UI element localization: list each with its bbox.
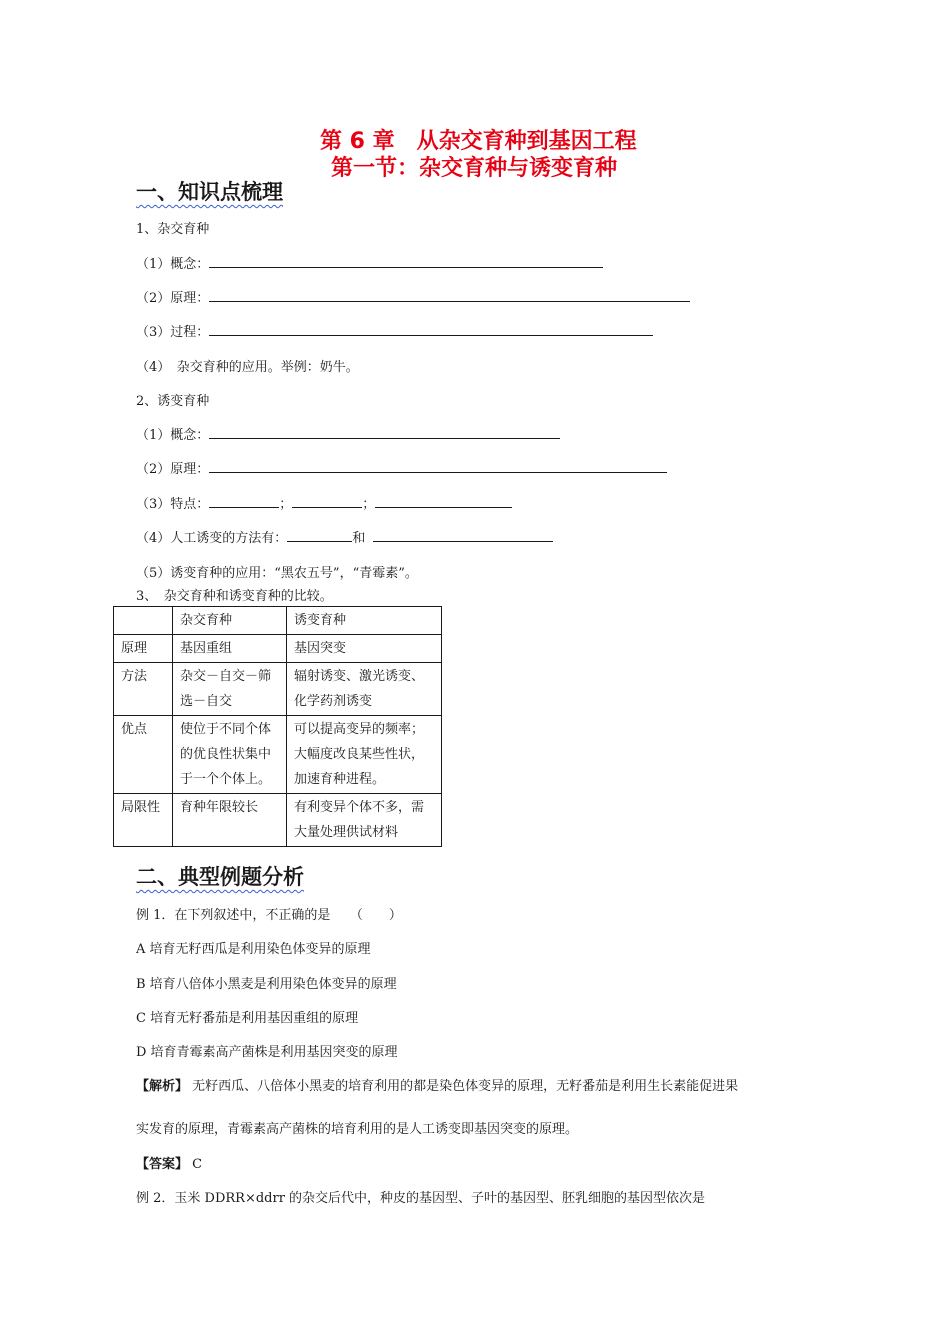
table-cell: 可以提高变异的频率；大幅度改良某些性状，加速育种进程。 [287,716,442,794]
ex1-option-b: B 培育八倍体小黑麦是利用染色体变异的原理 [136,977,397,992]
table-header-cell [114,607,173,635]
ex2-question: 例 2．玉米 DDRR×ddrr 的杂交后代中，种皮的基因型、子叶的基因型、胚乳细胞的基因型依次是 [136,1191,706,1206]
blank-line [375,495,512,508]
table-cell: 辐射诱变、激光诱变、化学药剂诱变 [287,663,442,716]
table-header-row [114,607,442,635]
item2-application: （5）诱变育种的应用：“黑农五号”，“青霉素”。 [136,566,418,581]
table-row [114,663,442,716]
blank-line [209,460,667,473]
item2-principle-row [136,458,667,477]
item1-principle-label: （2）原理： [136,291,210,306]
blank-line [287,529,352,542]
item2-features-label: （3）特点： [136,497,210,512]
item1-concept-label: （1）概念： [136,257,210,272]
analysis-text: 无籽西瓜、八倍体小黑麦的培育利用的都是染色体变异的原理，无籽番茄是利用生长素能促进果 [188,1079,739,1094]
comparison-table [113,606,442,847]
answer-value: C [188,1157,203,1172]
item2-label: 2、诱变育种 [136,394,210,409]
item3-label: 3、 杂交育种和诱变育种的比较。 [136,589,333,604]
blank-line [373,529,553,542]
ex1-answer [136,1153,202,1172]
table-row [114,794,442,847]
blank-line [209,323,653,336]
blank-line [209,495,279,508]
blank-line [209,255,603,268]
ex1-question: 例 1．在下列叙述中，不正确的是 （ ） [136,908,402,923]
table-cell: 局限性 [114,794,173,847]
ex1-analysis-line2: 实发育的原理，青霉素高产菌株的培育利用的是人工诱变即基因突变的原理。 [136,1122,579,1137]
ex1-analysis-line1 [136,1075,738,1094]
item2-methods-label: （4）人工诱变的方法有： [136,531,288,546]
item1-process-row [136,321,653,340]
item1-application: （4） 杂交育种的应用。举例：奶牛。 [136,360,359,375]
item2-concept-label: （1）概念： [136,428,210,443]
blank-line [209,289,690,302]
section2-heading: 二、典型例题分析 [136,865,304,889]
table-row [114,635,442,663]
table-cell: 使位于不同个体的优良性状集中于一个个体上。 [173,716,287,794]
table-cell: 有利变异个体不多，需大量处理供试材料 [287,794,442,847]
item2-features-row [136,493,512,512]
item1-label: 1、杂交育种 [136,222,210,237]
answer-label: 【答案】 [136,1157,189,1172]
separator: ； [362,497,376,512]
section1-heading: 一、知识点梳理 [136,180,283,204]
separator: ； [279,497,293,512]
item1-process-label: （3）过程： [136,325,210,340]
ex1-option-c: C 培育无籽番茄是利用基因重组的原理 [136,1011,359,1026]
table-cell: 育种年限较长 [173,794,287,847]
table-cell: 基因重组 [173,635,287,663]
table-header-cell: 诱变育种 [287,607,442,635]
ex1-option-d: D 培育青霉素高产菌株是利用基因突变的原理 [136,1045,398,1060]
item2-methods-row [136,527,553,546]
item2-concept-row [136,424,560,443]
chapter-title: 第 6 章 从杂交育种到基因工程 [320,129,637,154]
table-cell: 优点 [114,716,173,794]
table-row [114,716,442,794]
table-cell: 杂交－自交－筛选－自交 [173,663,287,716]
analysis-label: 【解析】 [136,1079,189,1094]
section-title: 第一节：杂交育种与诱变育种 [331,156,618,181]
table-header-cell: 杂交育种 [173,607,287,635]
table-cell: 基因突变 [287,635,442,663]
blank-line [292,495,362,508]
blank-line [209,426,560,439]
item1-concept-row [136,253,603,272]
item1-principle-row [136,287,690,306]
ex1-option-a: A 培育无籽西瓜是利用染色体变异的原理 [136,942,371,957]
table-cell: 原理 [114,635,173,663]
and-label: 和 [352,531,366,546]
table-cell: 方法 [114,663,173,716]
item2-principle-label: （2）原理： [136,462,210,477]
